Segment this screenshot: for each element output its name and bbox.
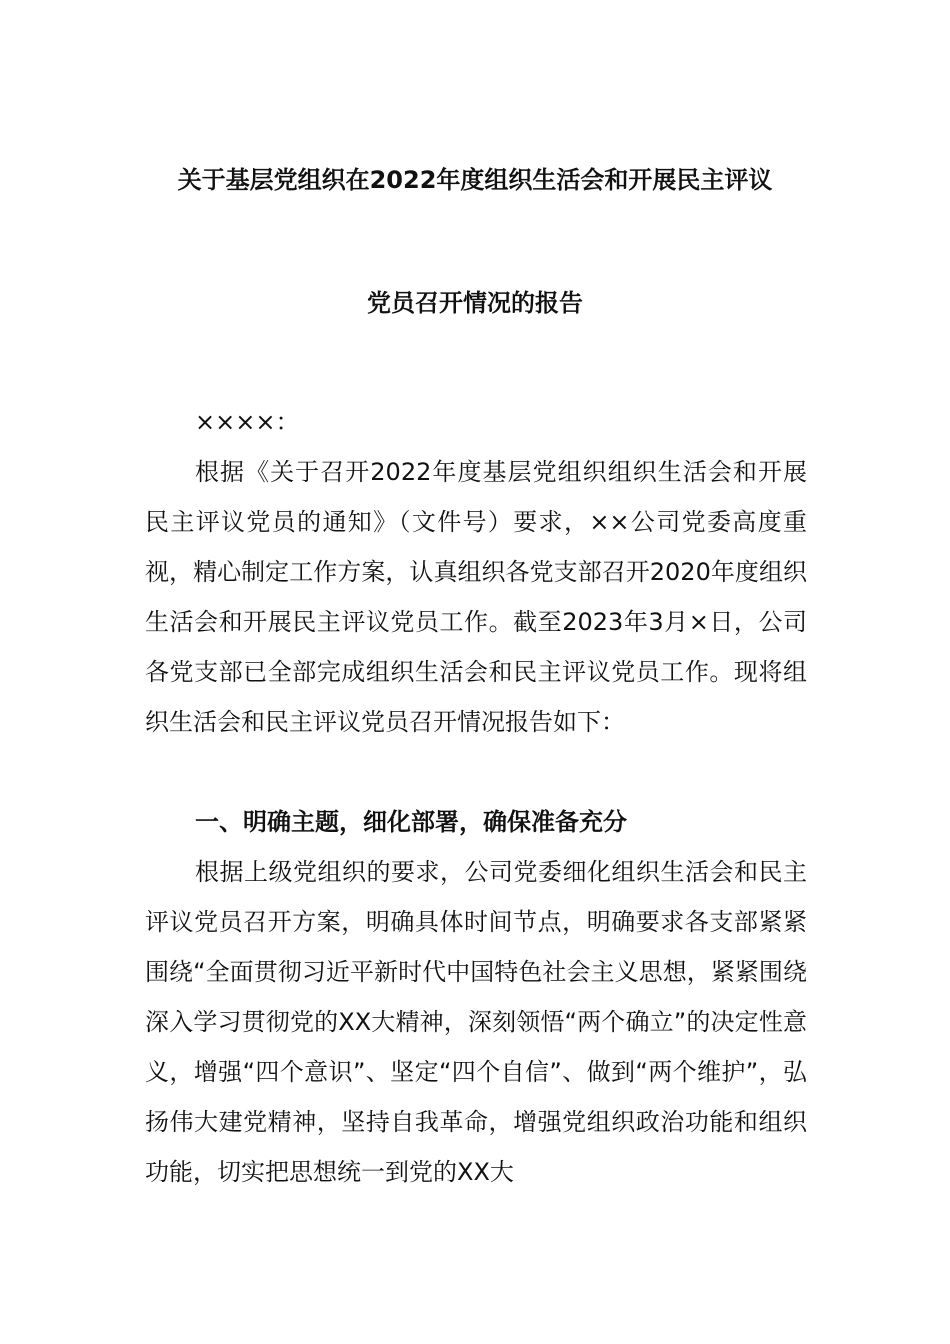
paragraph-intro-text: 根据《关于召开2022年度基层党组织组织生活会和开展民主评议党员的通知》（文件号）要求，××公司党委高度重视，精心制定工作方案，认真组织各党支部召开2020年度组织生活会和开展民主评议党员工作。截至2023年3月×日，公司各党支部已全部完成组织生活会和民主评议党员工作。现将组织生活会和民主评议党员召开情况报告如下： bbox=[145, 458, 807, 736]
paragraph-section-1 bbox=[145, 847, 807, 1197]
paragraph-intro bbox=[145, 447, 807, 747]
document-title-line-2: 党员召开情况的报告 bbox=[367, 289, 583, 317]
paragraph-section-1-text: 根据上级党组织的要求，公司党委细化组织生活会和民主评议党员召开方案，明确具体时间节点，明确要求各支部紧紧围绕“全面贯彻习近平新时代中国特色社会主义思想，紧紧围绕深入学习贯彻党的XX大精神，深刻领悟“两个确立”的决定性意义，增强“四个意识”、坚定“四个自信”、做到“两个维护”，弘扬伟大建党精神，坚持自我革命，增强党组织政治功能和组织功能，切实把思想统一到党的XX大 bbox=[145, 858, 807, 1186]
document-title-line-1: 关于基层党组织在2022年度组织生活会和开展民主评议 bbox=[177, 166, 773, 194]
section-heading-1: 一、明确主题，细化部署，确保准备充分 bbox=[195, 808, 627, 836]
salutation: ××××： bbox=[195, 408, 300, 436]
